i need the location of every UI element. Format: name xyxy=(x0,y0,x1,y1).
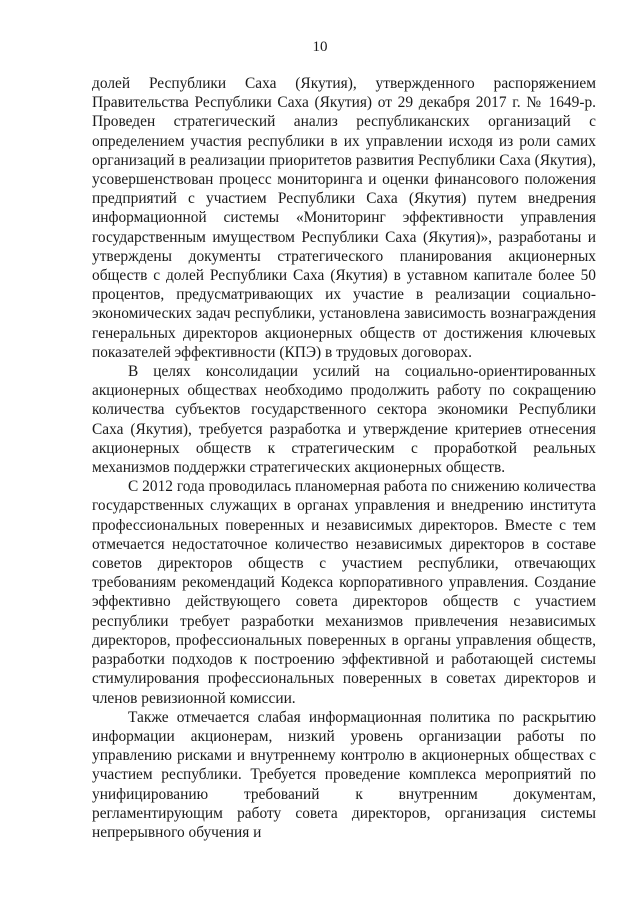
paragraph-consolidation: В целях консолидации усилий на социально-ориентированных акционерных обществах необходимо продолжить работу по сокращению количества субъектов государственного сектора экономики Республики Саха (Якутия), требуется разработка и утверждение критериев отнесения акционерных обществ к стратегическим с проработкой реальных механизмов поддержки стратегических акционерных обществ. xyxy=(92,363,596,477)
document-body xyxy=(92,74,596,842)
paragraph-information-policy: Также отмечается слабая информационная политика по раскрытию информации акционерам, низкий уровень организации работы по управлению рисками и внутреннему контролю в акционерных обществах с участием республики. Требуется проведение комплекса мероприятий по унифицированию требований к внутренним документам, регламентирующим работу совета директоров, организация системы непрерывного обучения и xyxy=(92,708,596,841)
paragraph-directors: С 2012 года проводилась планомерная работа по снижению количества государственных служащих в органах управления и внедрению института профессиональных поверенных и независимых директоров. Вместе с тем отмечается недостаточное количество независимых директоров в составе советов директоров обществ с участием республики, отвечающих требованиям рекомендаций Кодекса корпоративного управления. Создание эффективно действующего совета директоров обществ с участием республики требует разработки механизмов привлечения независимых директоров, профессиональных поверенных в органы управления обществ, разработки подходов к построению эффективной и работающей системы стимулирования профессиональных поверенных в советах директоров и членов ревизионной комиссии. xyxy=(92,478,596,707)
paragraph-continuation: долей Республики Саха (Якутия), утвержденного распоряжением Правительства Республики Саха (Якутия) от 29 декабря 2017 г. № 1649-р. Проведен стратегический анализ республиканских организаций с определением участия республики в их управлении исходя из роли самих организаций в реализации приоритетов развития Республики Саха (Якутия), усовершенствован процесс мониторинга и оценки финансового положения предприятий с участием Республики Саха (Якутия) путем внедрения информационной системы «Мониторинг эффективности управления государственным имуществом Республики Саха (Якутия)», разработаны и утверждены документы стратегического планирования акционерных обществ с долей Республики Саха (Якутия) в уставном капитале более 50 процентов, предусматривающих их участие в реализации социально-экономических задач республики, установлена зависимость вознаграждения генеральных директоров акционерных обществ от достижения ключевых показателей эффективности (КПЭ) в трудовых договорах. xyxy=(92,75,596,361)
page-number: 10 xyxy=(312,39,328,55)
